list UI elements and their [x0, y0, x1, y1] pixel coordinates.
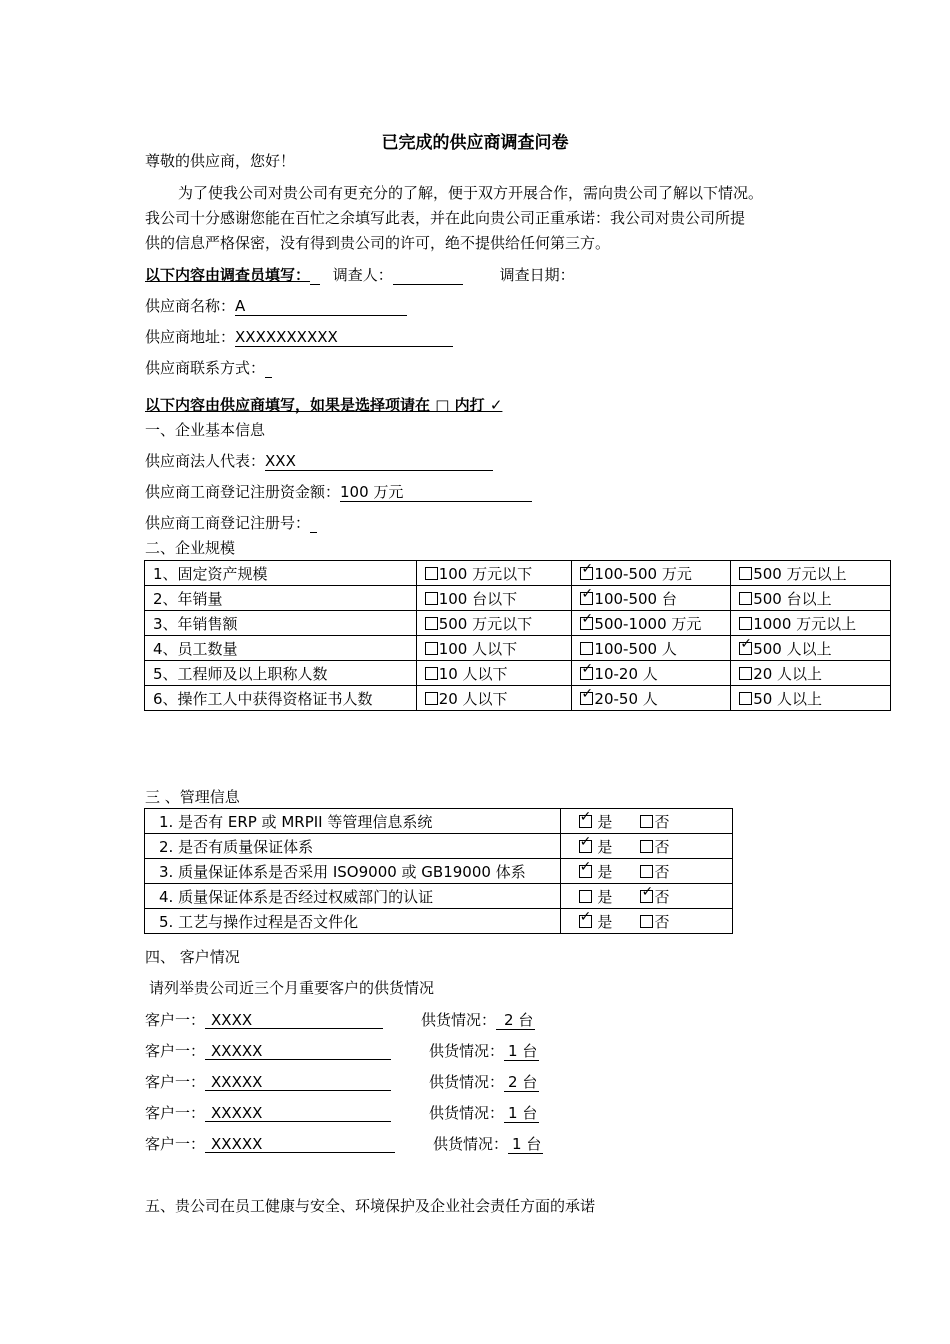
scale-option[interactable]	[416, 661, 572, 686]
scale-row	[145, 636, 891, 661]
scale-option[interactable]	[731, 686, 891, 711]
greeting: 尊敬的供应商，您好！	[145, 152, 296, 170]
management-row	[145, 809, 733, 834]
scale-option-label: 100 万元以下	[438, 564, 533, 583]
supplier-name-row	[145, 297, 407, 316]
customer-name: XXXXX	[211, 1135, 263, 1153]
checkbox-icon[interactable]	[425, 692, 438, 705]
legal-rep-field[interactable]	[265, 452, 493, 471]
customer-row	[145, 1073, 539, 1092]
scale-option[interactable]	[416, 686, 572, 711]
legal-rep-row	[145, 452, 493, 471]
scale-option[interactable]	[731, 586, 891, 611]
customer-label: 客户一：	[145, 1042, 206, 1060]
checkbox-icon[interactable]	[640, 865, 653, 878]
scale-option-label: 1000 万元以上	[753, 614, 857, 633]
scale-option-label: 50 人以上	[753, 689, 823, 708]
scale-row	[145, 561, 891, 586]
management-answer[interactable]	[560, 834, 732, 859]
section3-heading: 三 、管理信息	[145, 788, 240, 806]
scale-item: 4、员工数量	[145, 636, 417, 661]
check-mark-icon: ✓	[641, 883, 654, 900]
supplier-name-field[interactable]	[235, 297, 407, 316]
customer-name: XXXXX	[211, 1073, 263, 1091]
scale-option[interactable]	[416, 586, 572, 611]
section5-heading: 五、贵公司在员工健康与安全、环境保护及企业社会责任方面的承诺	[145, 1197, 596, 1215]
supply-value: 2 台	[508, 1073, 538, 1091]
checkbox-icon[interactable]	[425, 567, 438, 580]
yes-label: 是	[597, 912, 613, 931]
section2-heading: 二、企业规模	[145, 539, 236, 557]
section4-heading: 四、 客户情况	[145, 948, 240, 966]
scale-option-label: 100-500 万元	[594, 564, 692, 583]
supply-value: 1 台	[508, 1042, 538, 1060]
scale-row	[145, 586, 891, 611]
legal-rep-value: XXX	[265, 452, 296, 470]
supply-label: 供货情况：	[429, 1042, 505, 1060]
checked-box-icon[interactable]	[739, 635, 752, 655]
customer-label: 客户一：	[145, 1073, 206, 1091]
supply-field[interactable]	[504, 1073, 539, 1092]
scale-option-label: 500-1000 万元	[594, 614, 702, 633]
scale-item: 2、年销量	[145, 586, 417, 611]
scale-option-label: 500 万元以上	[753, 564, 847, 583]
customer-name: XXXXX	[211, 1042, 263, 1060]
scale-option-label: 20 人以上	[753, 664, 823, 683]
supply-label: 供货情况：	[433, 1135, 509, 1153]
supply-value: 2 台	[504, 1011, 534, 1029]
scale-option[interactable]	[572, 636, 731, 661]
no-label: 否	[654, 862, 670, 881]
surveyor-field[interactable]	[393, 266, 463, 285]
scale-option[interactable]	[731, 661, 891, 686]
checked-box-icon[interactable]	[580, 560, 594, 580]
scale-row	[145, 611, 891, 636]
management-row	[145, 834, 733, 859]
scale-option[interactable]	[731, 561, 891, 586]
checkbox-icon[interactable]	[739, 617, 752, 630]
management-question: 4. 质量保证体系是否经过权威部门的认证	[145, 884, 561, 909]
investigator-row	[145, 266, 575, 285]
supply-field[interactable]	[496, 1011, 535, 1030]
checked-box-icon[interactable]	[580, 685, 594, 705]
scale-row	[145, 661, 891, 686]
checkbox-icon[interactable]	[739, 592, 752, 605]
management-question: 1. 是否有 ERP 或 MRPII 等管理信息系统	[145, 809, 561, 834]
customer-name-field[interactable]	[205, 1073, 391, 1091]
scale-option-label: 100 人以下	[438, 639, 518, 658]
scale-option[interactable]	[572, 586, 731, 611]
surveyor-label: 调查人：	[332, 266, 393, 284]
intro-line-1: 为了使我公司对贵公司有更充分的了解，便于双方开展合作，需向贵公司了解以下情况。	[178, 184, 764, 202]
customer-label: 客户一：	[145, 1011, 206, 1029]
check-mark-icon: ✓	[740, 635, 752, 652]
scale-option[interactable]	[572, 561, 731, 586]
customer-prompt: 请列举贵公司近三个月重要客户的供货情况	[149, 979, 435, 997]
checkbox-icon[interactable]	[640, 915, 653, 928]
checkbox-icon[interactable]	[640, 840, 653, 853]
no-label: 否	[654, 837, 670, 856]
check-mark-icon: ✓	[579, 908, 592, 925]
scale-option[interactable]	[416, 636, 572, 661]
checked-box-icon[interactable]	[579, 908, 592, 928]
reg-capital-field[interactable]	[340, 483, 532, 502]
check-mark-icon: ✓	[581, 660, 594, 677]
reg-capital-value: 100 万元	[340, 483, 404, 501]
checked-box-icon[interactable]	[580, 585, 594, 605]
intro-line-2: 我公司十分感谢您能在百忙之余填写此表，并在此向贵公司正重承诺：我公司对贵公司所提	[145, 209, 746, 227]
checkbox-icon[interactable]	[640, 815, 653, 828]
scale-option-label: 20 人以下	[438, 689, 508, 708]
supply-label: 供货情况：	[429, 1104, 505, 1122]
scale-option-label: 10 人以下	[438, 664, 508, 683]
customer-label: 客户一：	[145, 1135, 206, 1153]
scale-option-label: 500 台以上	[753, 589, 832, 608]
scale-option-label: 500 人以上	[753, 639, 832, 658]
supply-label: 供货情况：	[429, 1073, 505, 1091]
check-mark-icon: ✓	[581, 585, 594, 602]
customer-row	[145, 1042, 539, 1061]
yes-label: 是	[597, 837, 613, 856]
management-question: 3. 质量保证体系是否采用 ISO9000 或 GB19000 体系	[145, 859, 561, 884]
customer-name: XXXXX	[211, 1104, 263, 1122]
survey-date-label: 调查日期：	[499, 266, 575, 284]
scale-row	[145, 686, 891, 711]
investigator-heading: 以下内容由调查员填写：	[145, 266, 311, 284]
customer-name-field[interactable]	[205, 1135, 395, 1153]
checkbox-icon[interactable]	[579, 890, 592, 903]
management-row	[145, 884, 733, 909]
management-question: 5. 工艺与操作过程是否文件化	[145, 909, 561, 934]
supply-field[interactable]	[508, 1135, 543, 1154]
management-answer[interactable]	[560, 859, 732, 884]
checkbox-icon[interactable]	[739, 692, 752, 705]
supply-field[interactable]	[504, 1042, 539, 1061]
no-label: 否	[654, 887, 670, 906]
reg-capital-label: 供应商工商登记注册资金额：	[145, 483, 341, 501]
intro-line-3: 供的信息严格保密，没有得到贵公司的许可，绝不提供给任何第三方。	[145, 234, 611, 252]
scale-option[interactable]	[572, 661, 731, 686]
management-question: 2. 是否有质量保证体系	[145, 834, 561, 859]
scale-option[interactable]	[572, 611, 731, 636]
checked-box-icon[interactable]	[579, 833, 592, 853]
customer-name: XXXX	[211, 1011, 253, 1029]
check-mark-icon: ✓	[579, 833, 592, 850]
checkbox-icon[interactable]	[580, 642, 593, 655]
scale-option[interactable]	[416, 561, 572, 586]
supplier-contact-label: 供应商联系方式：	[145, 359, 266, 377]
checked-box-icon[interactable]	[580, 610, 594, 630]
supplier-name-value: A	[235, 297, 246, 315]
scale-item: 1、固定资产规模	[145, 561, 417, 586]
scale-option[interactable]	[731, 636, 891, 661]
supply-label: 供货情况：	[421, 1011, 497, 1029]
section1-heading: 一、企业基本信息	[145, 421, 266, 439]
checked-box-icon[interactable]	[579, 808, 592, 828]
checkbox-icon[interactable]	[739, 567, 752, 580]
supply-value: 1 台	[508, 1104, 538, 1122]
supply-field[interactable]	[504, 1104, 539, 1123]
checkbox-icon[interactable]	[425, 667, 438, 680]
checked-box-icon[interactable]	[580, 660, 594, 680]
supply-value: 1 台	[512, 1135, 542, 1153]
reg-capital-row	[145, 483, 532, 502]
management-table	[144, 808, 733, 934]
scale-option-label: 100 台以下	[438, 589, 518, 608]
customer-name-field[interactable]	[205, 1042, 391, 1060]
supplier-address-value: XXXXXXXXXX	[235, 328, 338, 346]
scale-option-label: 20-50 人	[594, 689, 658, 708]
management-row	[145, 909, 733, 934]
check-mark-icon: ✓	[579, 858, 592, 875]
check-mark-icon: ✓	[581, 610, 594, 627]
customer-row	[145, 1104, 539, 1123]
management-answer[interactable]	[560, 809, 732, 834]
legal-rep-label: 供应商法人代表：	[145, 452, 266, 470]
customer-row	[145, 1135, 543, 1154]
check-mark-icon: ✓	[579, 808, 592, 825]
supplier-fill-heading: 以下内容由供应商填写，如果是选择项请在 □ 内打 ✓	[145, 396, 503, 414]
scale-option[interactable]	[731, 611, 891, 636]
management-row	[145, 859, 733, 884]
checked-box-icon[interactable]	[640, 883, 654, 903]
scale-item: 5、工程师及以上职称人数	[145, 661, 417, 686]
supplier-contact-row	[145, 359, 272, 378]
scale-option-label: 10-20 人	[594, 664, 658, 683]
reg-number-row	[145, 514, 317, 533]
reg-number-field[interactable]	[310, 514, 317, 533]
scale-option[interactable]	[572, 686, 731, 711]
supplier-address-label: 供应商地址：	[145, 328, 236, 346]
management-answer[interactable]	[560, 909, 732, 934]
company-scale-table	[144, 560, 891, 711]
reg-number-label: 供应商工商登记注册号：	[145, 514, 311, 532]
scale-option[interactable]	[416, 611, 572, 636]
yes-label: 是	[597, 887, 613, 906]
customer-name-field[interactable]	[205, 1011, 383, 1029]
management-answer[interactable]	[560, 884, 732, 909]
customer-row	[145, 1011, 535, 1030]
supplier-address-row	[145, 328, 453, 347]
customer-label: 客户一：	[145, 1104, 206, 1122]
supplier-name-label: 供应商名称：	[145, 297, 236, 315]
scale-option-label: 100-500 台	[594, 589, 677, 608]
scale-item: 6、操作工人中获得资格证书人数	[145, 686, 417, 711]
customer-name-field[interactable]	[205, 1104, 391, 1122]
checkbox-icon[interactable]	[739, 667, 752, 680]
scale-option-label: 500 万元以下	[438, 614, 533, 633]
scale-item: 3、年销售额	[145, 611, 417, 636]
no-label: 否	[654, 912, 670, 931]
supplier-contact-field[interactable]	[265, 359, 272, 378]
yes-label: 是	[597, 812, 613, 831]
scale-option-label: 100-500 人	[594, 639, 677, 658]
checkbox-icon[interactable]	[425, 592, 438, 605]
checkbox-icon[interactable]	[425, 617, 438, 630]
supplier-address-field[interactable]	[235, 328, 453, 347]
page-title: 已完成的供应商调查问卷	[381, 133, 569, 153]
check-mark-icon: ✓	[581, 685, 594, 702]
no-label: 否	[654, 812, 670, 831]
check-mark-icon: ✓	[581, 560, 594, 577]
yes-label: 是	[597, 862, 613, 881]
checkbox-icon[interactable]	[425, 642, 438, 655]
checked-box-icon[interactable]	[579, 858, 592, 878]
